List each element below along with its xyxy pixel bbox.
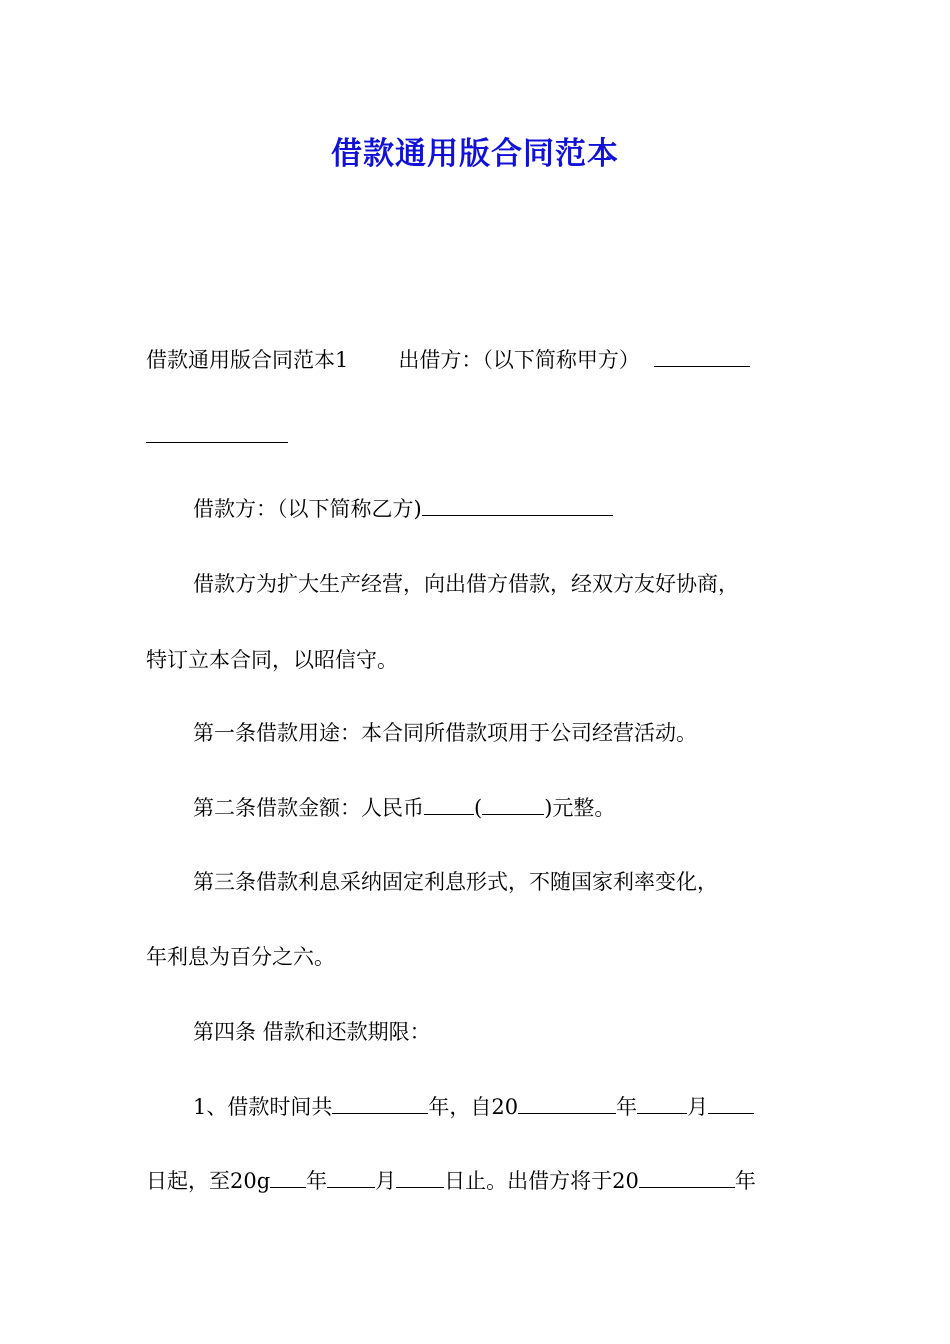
article-2	[193, 793, 615, 823]
term-text-d: 月	[687, 1095, 709, 1119]
term-text-f: 年	[306, 1169, 328, 1193]
article-4: 第四条 借款和还款期限：	[193, 1020, 431, 1044]
term-text-h: 日止。出借方将于20	[444, 1169, 639, 1193]
term-text-e: 日起，至20g	[146, 1169, 271, 1193]
paragraph-borrower	[193, 494, 613, 524]
article-3-line2: 年利息为百分之六。	[146, 945, 335, 969]
term-text-g: 月	[375, 1169, 397, 1193]
article-4-item-1-line2	[146, 1166, 756, 1196]
amount-words-blank	[482, 794, 544, 815]
article-4-item-1-line1	[193, 1092, 754, 1122]
term-text-c: 年	[616, 1095, 638, 1119]
end-month-blank	[327, 1167, 375, 1188]
article-2-text-a: 第二条借款金额：人民币	[193, 796, 424, 820]
term-years-blank	[332, 1093, 428, 1114]
paragraph-heading-lender	[146, 345, 750, 375]
lender-name-continuation	[146, 421, 288, 451]
contract-heading: 借款通用版合同范本1	[146, 348, 349, 372]
term-text-b: 年，自20	[428, 1095, 519, 1119]
article-1: 第一条借款用途：本合同所借款项用于公司经营活动。	[193, 721, 697, 745]
article-2-text-c: )元整。	[544, 796, 616, 820]
term-text-i: 年	[734, 1169, 756, 1193]
lender-name-blank-2	[146, 422, 288, 443]
end-day-blank	[396, 1167, 444, 1188]
term-text-a: 1、借款时间共	[193, 1095, 333, 1119]
disburse-year-blank	[639, 1167, 735, 1188]
paragraph-purpose-line2: 特订立本合同，以昭信守。	[146, 648, 398, 672]
borrower-name-blank	[422, 495, 613, 516]
amount-blank	[424, 794, 474, 815]
end-year-blank	[270, 1167, 306, 1188]
start-year-blank	[518, 1093, 616, 1114]
borrower-label: 借款方：（以下简称乙方)	[193, 497, 422, 521]
start-month-blank	[637, 1093, 687, 1114]
lender-label: 出借方：（以下简称甲方）	[398, 348, 640, 372]
paragraph-purpose-line1: 借款方为扩大生产经营，向出借方借款，经双方友好协商，	[193, 572, 739, 596]
lender-name-blank	[654, 346, 750, 367]
document-title: 借款通用版合同范本	[331, 136, 619, 172]
start-day-blank	[708, 1093, 754, 1114]
article-2-text-b: (	[474, 796, 483, 820]
article-3-line1: 第三条借款利息采纳固定利息形式，不随国家利率变化，	[193, 870, 718, 894]
